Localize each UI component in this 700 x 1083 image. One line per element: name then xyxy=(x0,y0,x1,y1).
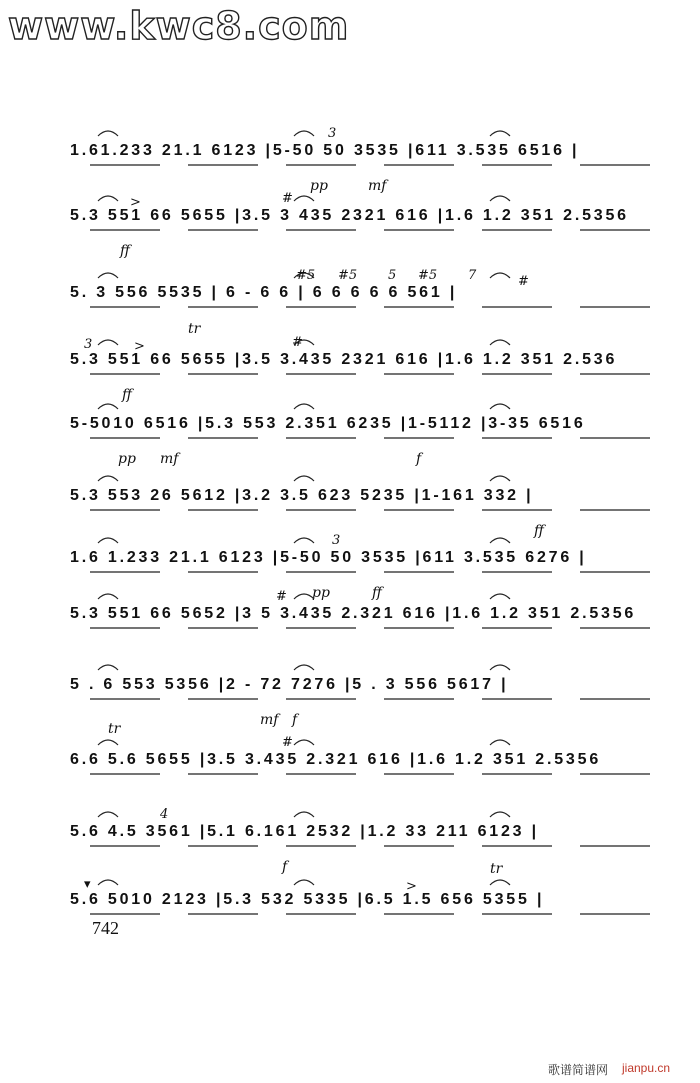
slur-arc xyxy=(490,665,510,670)
notation-text: 5.3 551 66 5652 |3 5 3.435 2.321 616 |1.6 1.2 351 2.5356 xyxy=(70,605,637,622)
slur-arc xyxy=(490,880,510,885)
site-watermark: www.kwc8.com xyxy=(8,4,350,48)
ornament-mark: > xyxy=(406,879,417,894)
ornament-mark: # xyxy=(282,191,293,206)
ornament-mark: > xyxy=(134,339,145,354)
ornament-mark: # xyxy=(276,589,287,604)
notation-text: 5 . 6 553 5356 |2 - 72 7276 |5 . 3 556 5617 | xyxy=(70,676,509,693)
ornament-mark: #5 xyxy=(296,268,316,283)
dynamic-mark: ff xyxy=(120,243,130,259)
dynamic-mark: pp xyxy=(118,451,136,467)
slur-arc xyxy=(490,476,510,481)
trill-mark: tr xyxy=(490,861,503,877)
site-logo: 歌谱简谱网 xyxy=(548,1063,609,1077)
notation-text: 5.3 551 66 5655 |3.5 3 435 2321 616 |1.6 1.2 351 2.5356 xyxy=(70,207,629,224)
ornament-mark: # xyxy=(518,274,529,289)
trill-mark: tr xyxy=(108,721,121,737)
dynamic-mark: f xyxy=(416,451,422,467)
slur-arc xyxy=(98,131,118,136)
beams-and-slurs xyxy=(70,601,670,661)
ornament-mark: 3 xyxy=(328,126,337,141)
dynamic-mark: ff xyxy=(122,387,132,403)
beams-and-slurs xyxy=(70,819,670,879)
ornament-mark: > xyxy=(130,195,141,210)
dynamic-mark: pp xyxy=(310,178,328,194)
notation-text: 5-5010 6516 |5.3 553 2.351 6235 |1-5112 |3-35 6516 xyxy=(70,415,586,432)
slur-arc xyxy=(98,880,118,885)
trill-mark: tr xyxy=(188,321,201,337)
slur-arc xyxy=(98,476,118,481)
notation-text: 5.6 4.5 3561 |5.1 6.161 2532 |1.2 33 211 6123 | xyxy=(70,823,539,840)
beams-and-slurs xyxy=(70,347,670,407)
slur-arc xyxy=(98,812,118,817)
ornament-mark: ▾ xyxy=(84,877,91,892)
slur-arc xyxy=(294,740,314,745)
site-url: jianpu.cn xyxy=(622,1061,671,1075)
ornament-mark: #5 xyxy=(418,268,438,283)
ornament-mark: 4 xyxy=(160,807,169,822)
beams-and-slurs xyxy=(70,280,670,340)
dynamic-mark: mf xyxy=(368,178,387,194)
dynamic-mark: f xyxy=(282,859,288,875)
notation-text: 6.6 5.6 5655 |3.5 3.435 2.321 616 |1.6 1.2 351 2.5356 xyxy=(70,751,602,768)
ornament-mark: 3 xyxy=(332,533,341,548)
notation-text: 5. 3 556 5535 | 6 - 6 6 | 6 6 6 6 6 561 | xyxy=(70,284,458,301)
slur-arc xyxy=(294,812,314,817)
dynamic-mark: ff xyxy=(534,523,544,539)
dynamic-mark: ff xyxy=(372,585,382,601)
dynamic-mark: mf xyxy=(160,451,179,467)
slur-arc xyxy=(98,740,118,745)
dynamic-mark: pp xyxy=(312,585,330,601)
dynamic-mark: mf xyxy=(260,712,279,728)
slur-arc xyxy=(98,340,118,345)
slur-arc xyxy=(294,131,314,136)
slur-arc xyxy=(294,476,314,481)
slur-arc xyxy=(98,665,118,670)
dynamic-mark: f xyxy=(292,712,298,728)
ornament-mark: # xyxy=(282,735,293,750)
slur-arc xyxy=(490,340,510,345)
beams-and-slurs xyxy=(70,672,670,732)
slur-arc xyxy=(490,812,510,817)
slur-arc xyxy=(490,740,510,745)
notation-text: 5.3 551 66 5655 |3.5 3.435 2321 616 |1.6 1.2 351 2.536 xyxy=(70,351,618,368)
slur-arc xyxy=(490,131,510,136)
beams-and-slurs xyxy=(70,747,670,807)
beams-and-slurs xyxy=(70,483,670,543)
page-number: 742 xyxy=(92,918,119,938)
beams-and-slurs xyxy=(70,203,670,263)
beams-and-slurs xyxy=(70,887,670,947)
ornament-mark: 3 xyxy=(84,337,93,352)
slur-arc xyxy=(294,665,314,670)
slur-arc xyxy=(294,880,314,885)
ornament-mark: #5 xyxy=(338,268,358,283)
ornament-mark: 7 xyxy=(468,268,477,283)
notation-text: 5.6 5010 2123 |5.3 532 5335 |6.5 1.5 656 5355 | xyxy=(70,891,545,908)
slur-arc xyxy=(490,273,510,278)
notation-text: 1.61.233 21.1 6123 |5-50 50 3535 |611 3.535 6516 | xyxy=(70,142,580,159)
beams-and-slurs xyxy=(70,545,670,605)
ornament-mark: # xyxy=(292,335,303,350)
slur-arc xyxy=(98,273,118,278)
ornament-mark: 5 xyxy=(388,268,397,283)
notation-text: 1.6 1.233 21.1 6123 |5-50 50 3535 |611 3.535 6276 | xyxy=(70,549,587,566)
notation-text: 5.3 553 26 5612 |3.2 3.5 623 5235 |1-161 332 | xyxy=(70,487,534,504)
